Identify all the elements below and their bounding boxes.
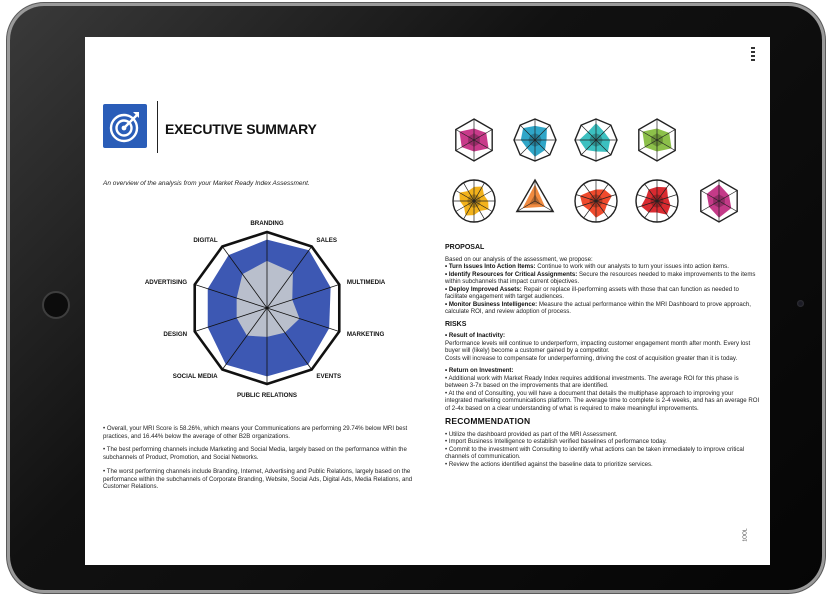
recommendation-heading: RECOMMENDATION <box>445 416 531 426</box>
hexagon-radar-icon <box>639 119 675 161</box>
menu-icon[interactable] <box>751 47 755 63</box>
proposal-item-label: • Deploy Improved Assets: <box>445 285 522 293</box>
radar-axis-label: SOCIAL MEDIA <box>172 372 218 380</box>
front-camera <box>797 300 804 307</box>
radar-axis-label: SALES <box>316 237 338 245</box>
proposal-item-label: • Identify Resources for Critical Assignments: <box>445 270 578 278</box>
channel-icon-grid <box>451 114 751 226</box>
page-title: EXECUTIVE SUMMARY <box>165 121 317 137</box>
radar-axis-label: MARKETING <box>346 330 385 338</box>
triangle-radar-icon <box>517 180 553 212</box>
radar-axis-label: BRANDING <box>250 220 284 227</box>
circle-radar-icon <box>636 180 678 222</box>
proposal-item-text: Secure the resources needed to make improvements to the items within subchannels that impact current objectives. <box>445 270 756 285</box>
risk-line: Performance levels will continue to underperform, impacting customer engagement month after month. Every lost buyer will (likely) become a customer gained by a competitor. <box>445 339 751 354</box>
title-divider <box>157 101 158 153</box>
right-column <box>445 244 760 468</box>
proposal-item-label: • Monitor Business Intelligence: <box>445 300 538 308</box>
hexagon-radar-icon <box>456 119 492 161</box>
octagon-radar-icon <box>514 119 556 161</box>
summary-bullet: • The worst performing channels include Branding, Internet, Advertising and Public Relations, largely based on the performance within the subchannels of Corporate Branding, Website, Social Ads, Digital Ads, Media Relations, and Customer Relations. <box>103 467 413 491</box>
radar-series-your-score <box>237 261 300 337</box>
mri-radar-chart <box>145 212 405 402</box>
circle-radar-icon <box>453 180 495 222</box>
radar-axis-label: ADVERTISING <box>145 279 188 287</box>
summary-bullets <box>103 425 413 497</box>
home-button[interactable] <box>42 291 70 319</box>
proposal-heading: PROPOSAL <box>445 244 485 251</box>
risks-heading: RISKS <box>445 320 467 328</box>
page-subtitle: An overview of the analysis from your Market Ready Index Assessment. <box>103 180 310 187</box>
octagon-radar-icon <box>575 119 617 161</box>
radar-axis-label: MULTIMEDIA <box>346 279 386 287</box>
recommendation-item: • Review the actions identified against the baseline data to prioritize services. <box>445 460 653 468</box>
risk-inactivity-title: • Result of Inactivity: <box>445 332 506 339</box>
page-number: 1OOL <box>742 528 749 542</box>
risk-roi-title: • Return on Investment: <box>445 367 514 374</box>
recommendation-item: • Import Business Intelligence to establish verified baselines of performance today. <box>445 438 667 445</box>
proposal-item <box>445 301 760 316</box>
tablet-frame <box>10 6 822 590</box>
risk-line: • At the end of Consulting, you will have a document that details the multiphase approach to improving your integrated marketing communications platform. The average time to complete is 2-4 weeks, and has an average ROI of 2-4x based on a clear understanding of what is required to make meaningful improvements. <box>445 389 760 412</box>
radar-axis-label: DESIGN <box>163 330 188 338</box>
summary-bullet: • Overall, your MRI Score is 58.26%, which means your Communications are performing 29.74% below MRI best practices, and 16.44% below the average of other B2B organizations. <box>103 425 408 440</box>
proposal-item-label: • Turn Issues Into Action Items: <box>445 263 536 270</box>
proposal-item <box>445 271 760 286</box>
proposal-intro: Based on our analysis of the assessment, we propose: <box>445 255 593 263</box>
radar-axis-label: EVENTS <box>316 372 342 380</box>
proposal-item-text: Measure the actual performance within the MRI Dashboard to prove approach, calculate ROI, and review adoption of process. <box>445 300 751 315</box>
summary-bullet: • The best performing channels include Marketing and Social Media, largely based on the performance within the subchannels of Product, Promotion, and Social Networks. <box>103 446 407 462</box>
mri-target-logo-icon <box>103 104 147 148</box>
hexagon-radar-icon <box>701 180 737 222</box>
proposal-item <box>445 263 760 271</box>
circle-radar-icon <box>575 180 617 222</box>
risk-line: • Additional work with Market Ready Index requires additional investments. The average ROI for this phase is between 3-7x based on the improvements that are identified. <box>445 374 739 389</box>
risk-line: Costs will increase to compensate for underperforming, driving the cost of acquisition greater than it is today. <box>445 354 738 362</box>
radar-axis-label: PUBLIC RELATIONS <box>236 392 298 399</box>
document-screen <box>85 37 770 565</box>
proposal-item-text: Repair or replace ill-performing assets with those that can function as needed to facilitate engagement with target audiences. <box>445 285 739 300</box>
recommendation-item: • Commit to the investment with Consulting to identify what actions can be taken immediately to improve critical channels of communication. <box>445 445 745 460</box>
proposal-item <box>445 286 760 301</box>
recommendation-item: • Utilize the dashboard provided as part of the MRI Assessment. <box>445 430 618 438</box>
radar-axis-label: DIGITAL <box>193 237 218 245</box>
proposal-item-text: Continue to work with our analysts to turn your issues into action items. <box>535 263 729 270</box>
